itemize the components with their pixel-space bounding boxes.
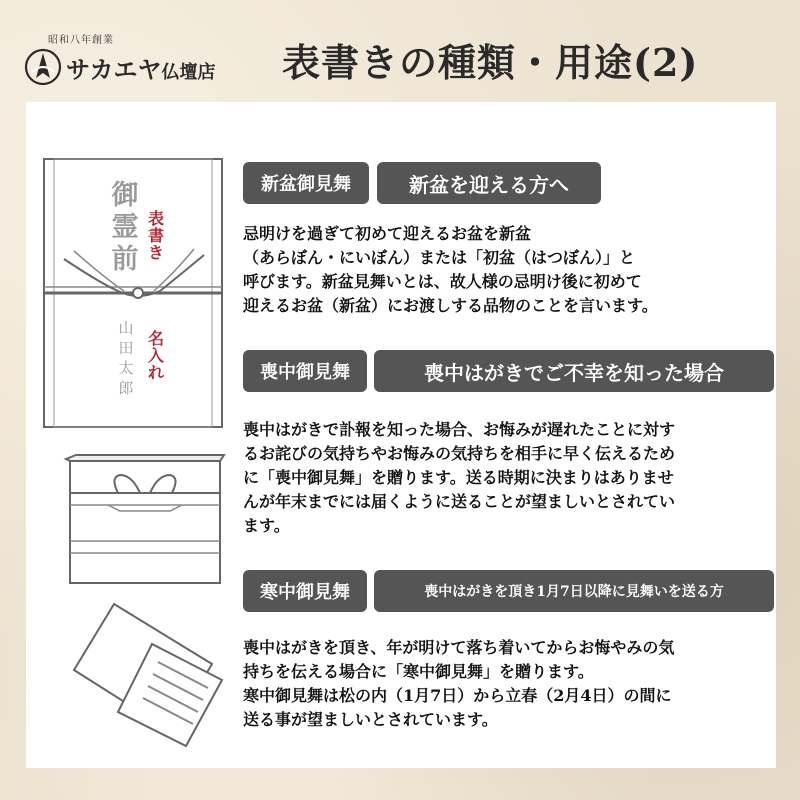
name-label: 名入れ (147, 329, 164, 382)
since-text: 昭和八年創業 (48, 35, 114, 46)
header (0, 0, 800, 100)
heading-kanchu: 喪中はがきを頂き1月7日以降に見舞いを送る方 (374, 570, 774, 612)
shop-name (66, 50, 216, 85)
paragraph-niibon: 忌明けを過ぎて初めて迎えるお盆を新盆 （あらぼん・にいぼん）または「初盆（はつぼん）」と 呼びます。新盆見舞いとは、故人様の忌明け後に初めて 迎えるお盆（新盆）にお渡しする品物のことを言います。 (243, 224, 658, 315)
gift-box-illustration (60, 453, 230, 593)
paragraph-mochu: 喪中はがきで訃報を知った場合、お悔みが遅れたことに対す るお詫びの気持ちやお悔みの気持ちを相手に早く伝えるため に「喪中御見舞」を贈ります。送る時期に決まりはありませ んが年末までには届くように送ることが望ましいとされてい ます。 (243, 420, 676, 535)
tag-mochu: 喪中御見舞 (243, 350, 367, 392)
shop-name-main: サカエヤ (66, 56, 162, 84)
envelope-name: 山 田 太 郎 (118, 319, 134, 397)
heading-niibon: 新盆を迎える方へ (377, 162, 601, 204)
heading-mochu: 喪中はがきでご不幸を知った場合 (374, 350, 774, 392)
envelope-title: 御 霊 前 (111, 180, 139, 275)
page-title: 表書きの種類・用途(2) (282, 40, 699, 85)
paragraph-kanchu: 喪中はがきを頂き、年が明けて落ち着いてからお悔やみの気 持ちを伝える場合に「寒中御見舞」を贈ります。 寒中御見舞は松の内（1月7日）から立春（2月4日）の間に 送る事が望ましいとされています。 (243, 638, 675, 729)
tag-kanchu: 寒中御見舞 (243, 570, 367, 612)
letter-illustration (62, 600, 232, 750)
shop-name-sub: 仏壇店 (161, 62, 216, 83)
omote-label: 表書き (147, 209, 164, 262)
shop-logo-icon (24, 48, 62, 86)
tag-niibon: 新盆御見舞 (243, 162, 369, 204)
